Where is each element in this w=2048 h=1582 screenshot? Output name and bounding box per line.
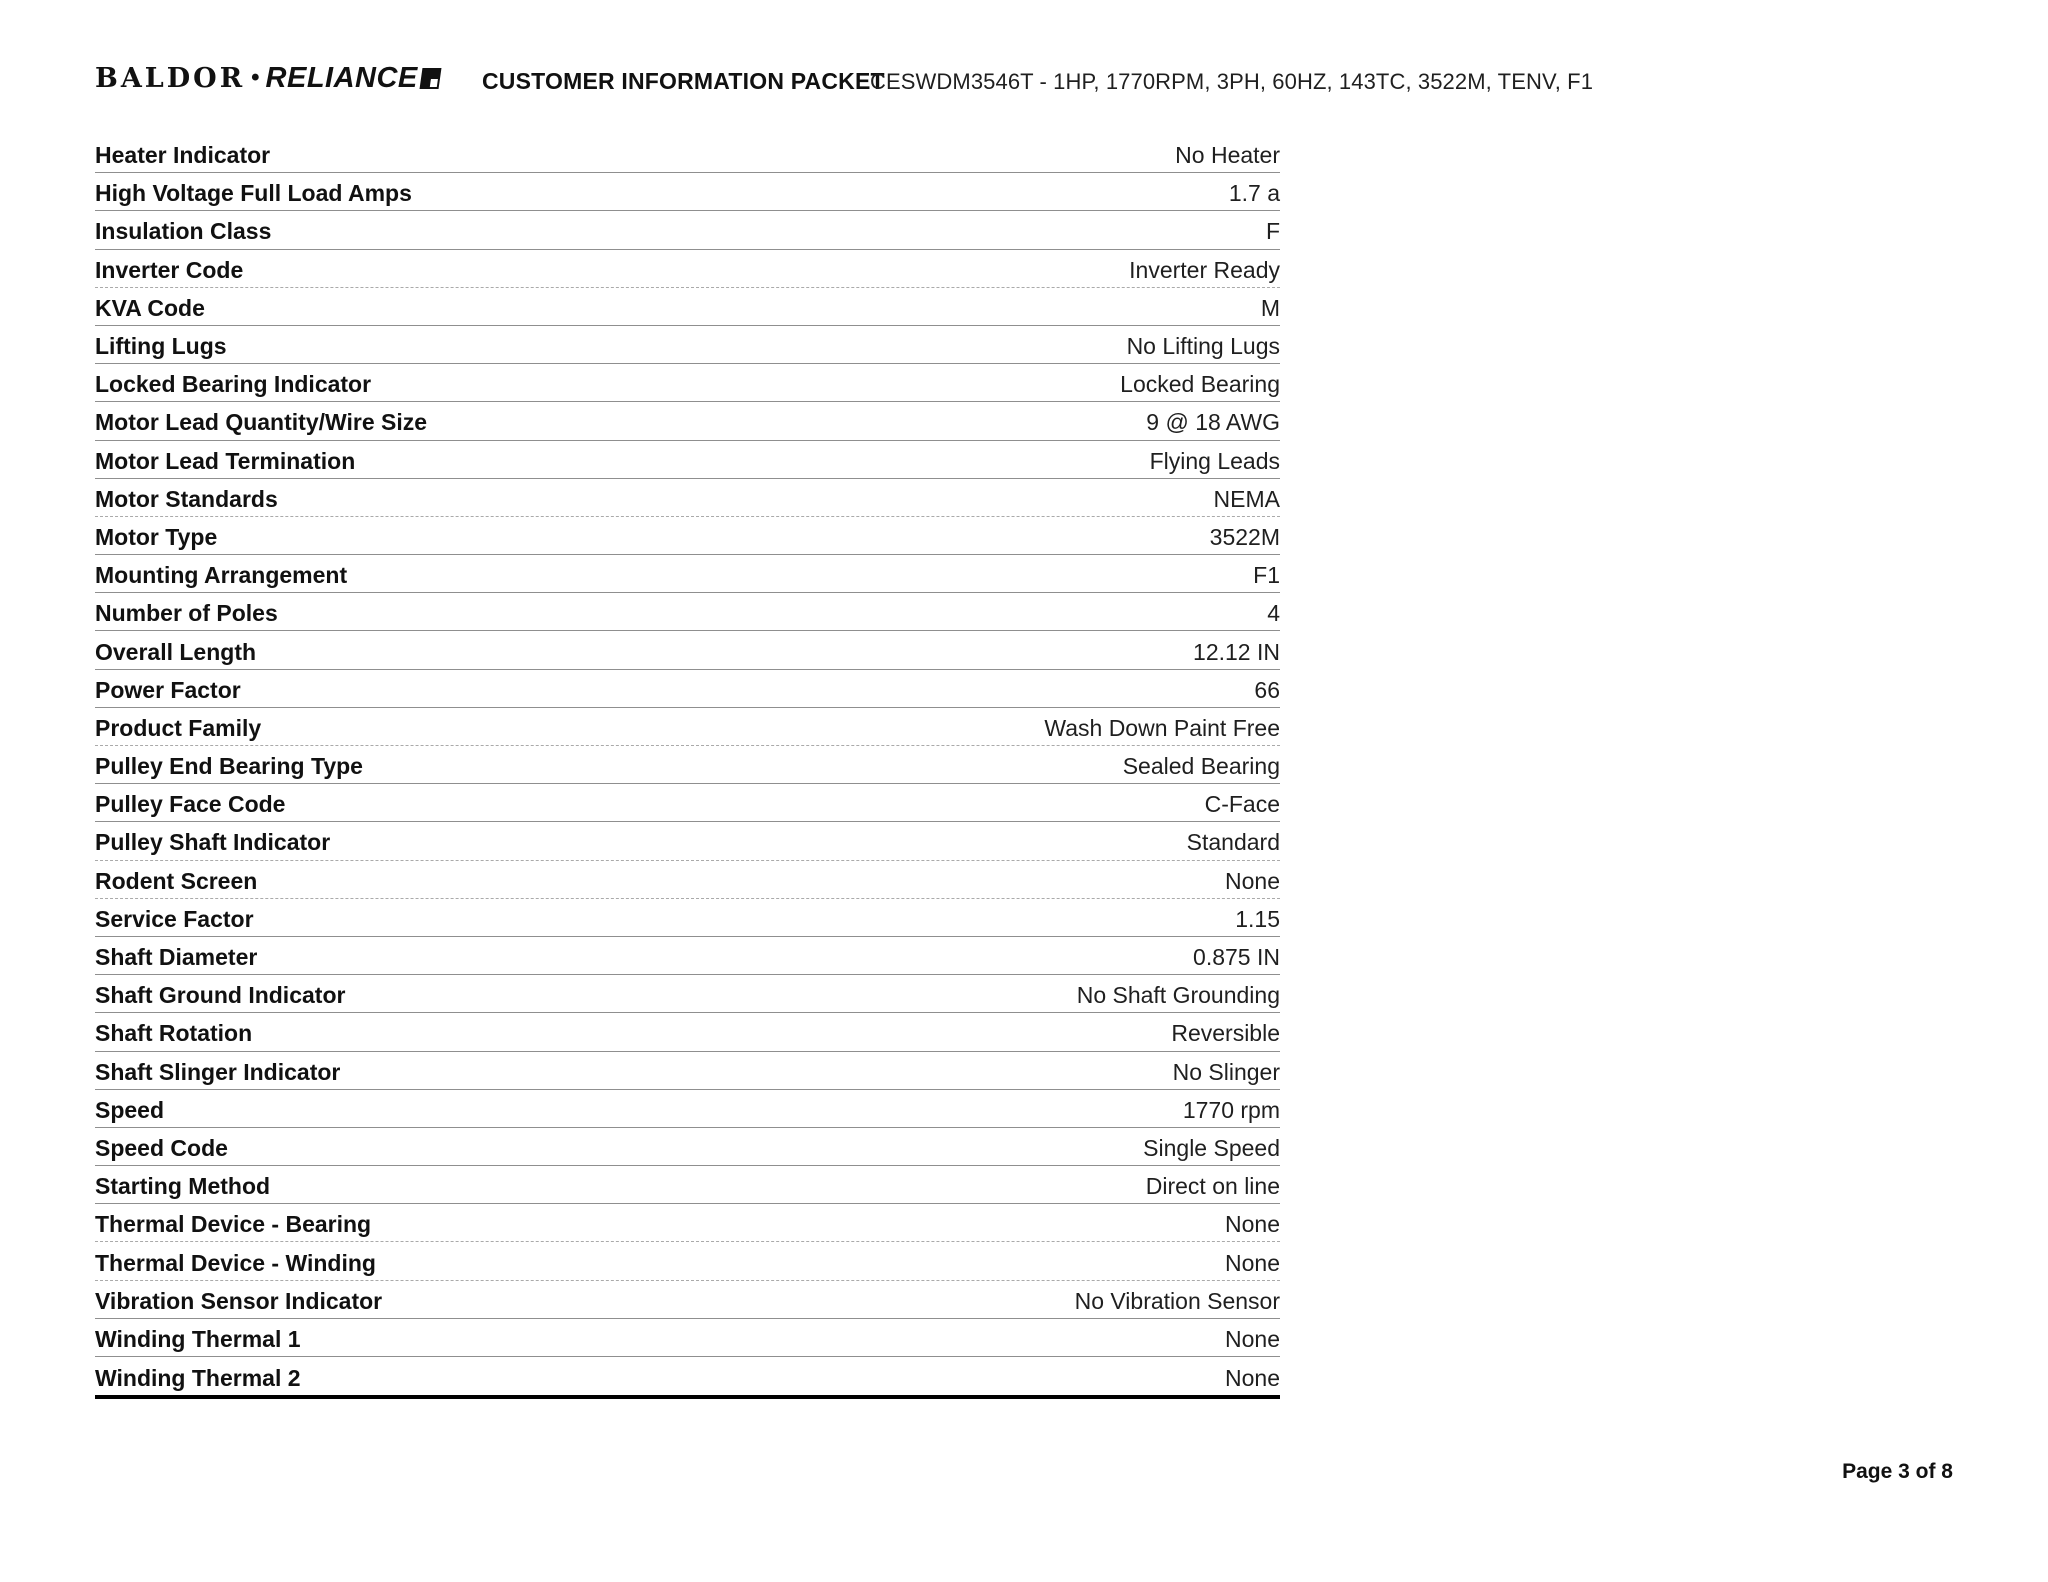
spec-label: Vibration Sensor Indicator <box>95 1287 383 1314</box>
spec-label: Shaft Ground Indicator <box>95 982 346 1009</box>
spec-label: Service Factor <box>95 905 254 932</box>
table-row <box>95 1052 1280 1090</box>
table-row <box>95 1090 1280 1128</box>
table-row <box>95 670 1280 708</box>
spec-label: Pulley End Bearing Type <box>95 753 363 780</box>
spec-value: No Shaft Grounding <box>1076 982 1280 1009</box>
table-row <box>95 1357 1280 1395</box>
spec-label: Winding Thermal 2 <box>95 1364 301 1391</box>
spec-label: Speed Code <box>95 1134 228 1161</box>
spec-value: Standard <box>1186 829 1280 856</box>
spec-table <box>95 135 1280 1399</box>
table-row <box>95 899 1280 937</box>
table-row <box>95 135 1280 173</box>
page-header <box>95 58 1953 102</box>
table-row <box>95 822 1280 860</box>
spec-value: None <box>1225 867 1280 894</box>
document-title: CUSTOMER INFORMATION PACKET <box>482 68 885 94</box>
table-row <box>95 1166 1280 1204</box>
spec-value: M <box>1260 294 1280 321</box>
spec-label: Inverter Code <box>95 256 244 283</box>
table-row <box>95 937 1280 975</box>
spec-value: F <box>1265 218 1280 245</box>
spec-label: Motor Lead Termination <box>95 447 356 474</box>
logo-reliance-text: RELIANCE <box>265 62 418 94</box>
table-row <box>95 1204 1280 1242</box>
table-row <box>95 288 1280 326</box>
table-row <box>95 975 1280 1013</box>
spec-value: None <box>1225 1364 1280 1391</box>
table-row <box>95 1013 1280 1051</box>
spec-value: No Slinger <box>1172 1058 1280 1085</box>
spec-label: Pulley Face Code <box>95 791 286 818</box>
spec-label: Product Family <box>95 714 262 741</box>
spec-label: High Voltage Full Load Amps <box>95 180 412 207</box>
table-row <box>95 631 1280 669</box>
table-row <box>95 593 1280 631</box>
spec-label: Motor Standards <box>95 485 278 512</box>
spec-label: Number of Poles <box>95 600 278 627</box>
spec-label: Power Factor <box>95 676 241 703</box>
spec-value: F1 <box>1253 562 1280 589</box>
spec-label: Heater Indicator <box>95 142 271 169</box>
spec-label: Starting Method <box>95 1173 271 1200</box>
spec-value: Wash Down Paint Free <box>1044 714 1280 741</box>
spec-label: Pulley Shaft Indicator <box>95 829 331 856</box>
spec-label: Shaft Rotation <box>95 1020 253 1047</box>
spec-value: Reversible <box>1171 1020 1280 1047</box>
table-row <box>95 479 1280 517</box>
page-number: Page 3 of 8 <box>1842 1460 1953 1483</box>
reliance-square-logo-icon <box>419 68 441 89</box>
table-row <box>95 1242 1280 1280</box>
table-row <box>95 1128 1280 1166</box>
table-row <box>95 746 1280 784</box>
logo-dot-separator: • <box>251 64 260 91</box>
spec-value: 9 @ 18 AWG <box>1146 409 1280 436</box>
spec-value: No Vibration Sensor <box>1074 1287 1280 1314</box>
spec-value: Single Speed <box>1143 1134 1280 1161</box>
spec-label: Shaft Diameter <box>95 944 258 971</box>
spec-value: 1.15 <box>1235 905 1280 932</box>
spec-label: Motor Type <box>95 523 218 550</box>
table-row <box>95 364 1280 402</box>
baldor-reliance-logo <box>95 62 440 95</box>
table-row <box>95 173 1280 211</box>
spec-label: Speed <box>95 1096 165 1123</box>
table-row <box>95 1281 1280 1319</box>
spec-label: Overall Length <box>95 638 257 665</box>
spec-label: Winding Thermal 1 <box>95 1325 301 1352</box>
table-row <box>95 326 1280 364</box>
spec-value: NEMA <box>1213 485 1280 512</box>
table-row <box>95 784 1280 822</box>
spec-value: 12.12 IN <box>1193 638 1280 665</box>
spec-label: Lifting Lugs <box>95 333 227 360</box>
spec-label: Insulation Class <box>95 218 272 245</box>
spec-label: Locked Bearing Indicator <box>95 371 372 398</box>
spec-value: No Lifting Lugs <box>1126 333 1280 360</box>
spec-value: 1770 rpm <box>1182 1096 1280 1123</box>
table-row <box>95 517 1280 555</box>
spec-value: None <box>1225 1211 1280 1238</box>
spec-label: Thermal Device - Bearing <box>95 1211 372 1238</box>
spec-value: 1.7 a <box>1228 180 1280 207</box>
table-row <box>95 708 1280 746</box>
spec-value: 0.875 IN <box>1193 944 1280 971</box>
spec-value: Sealed Bearing <box>1122 753 1280 780</box>
spec-label: Rodent Screen <box>95 867 258 894</box>
table-row <box>95 402 1280 440</box>
spec-value: 4 <box>1267 600 1280 627</box>
spec-value: None <box>1225 1325 1280 1352</box>
spec-label: Thermal Device - Winding <box>95 1249 376 1276</box>
table-row <box>95 441 1280 479</box>
table-row <box>95 250 1280 288</box>
spec-label: Shaft Slinger Indicator <box>95 1058 341 1085</box>
spec-value: Inverter Ready <box>1129 256 1280 283</box>
spec-value: C-Face <box>1204 791 1280 818</box>
spec-label: Mounting Arrangement <box>95 562 348 589</box>
spec-value: Flying Leads <box>1149 447 1280 474</box>
spec-value: Locked Bearing <box>1120 371 1280 398</box>
spec-value: Direct on line <box>1145 1173 1280 1200</box>
table-row <box>95 555 1280 593</box>
spec-value: 3522M <box>1209 523 1280 550</box>
spec-label: Motor Lead Quantity/Wire Size <box>95 409 428 436</box>
table-row <box>95 211 1280 249</box>
spec-value: None <box>1225 1249 1280 1276</box>
spec-label: KVA Code <box>95 294 205 321</box>
table-row <box>95 861 1280 899</box>
spec-value: 66 <box>1254 676 1280 703</box>
table-row <box>95 1319 1280 1357</box>
logo-baldor-text: BALDOR <box>95 63 246 94</box>
product-code-subtitle: CESWDM3546T - 1HP, 1770RPM, 3PH, 60HZ, 143TC, 3522M, TENV, F1 <box>870 69 1594 94</box>
spec-value: No Heater <box>1175 142 1280 169</box>
